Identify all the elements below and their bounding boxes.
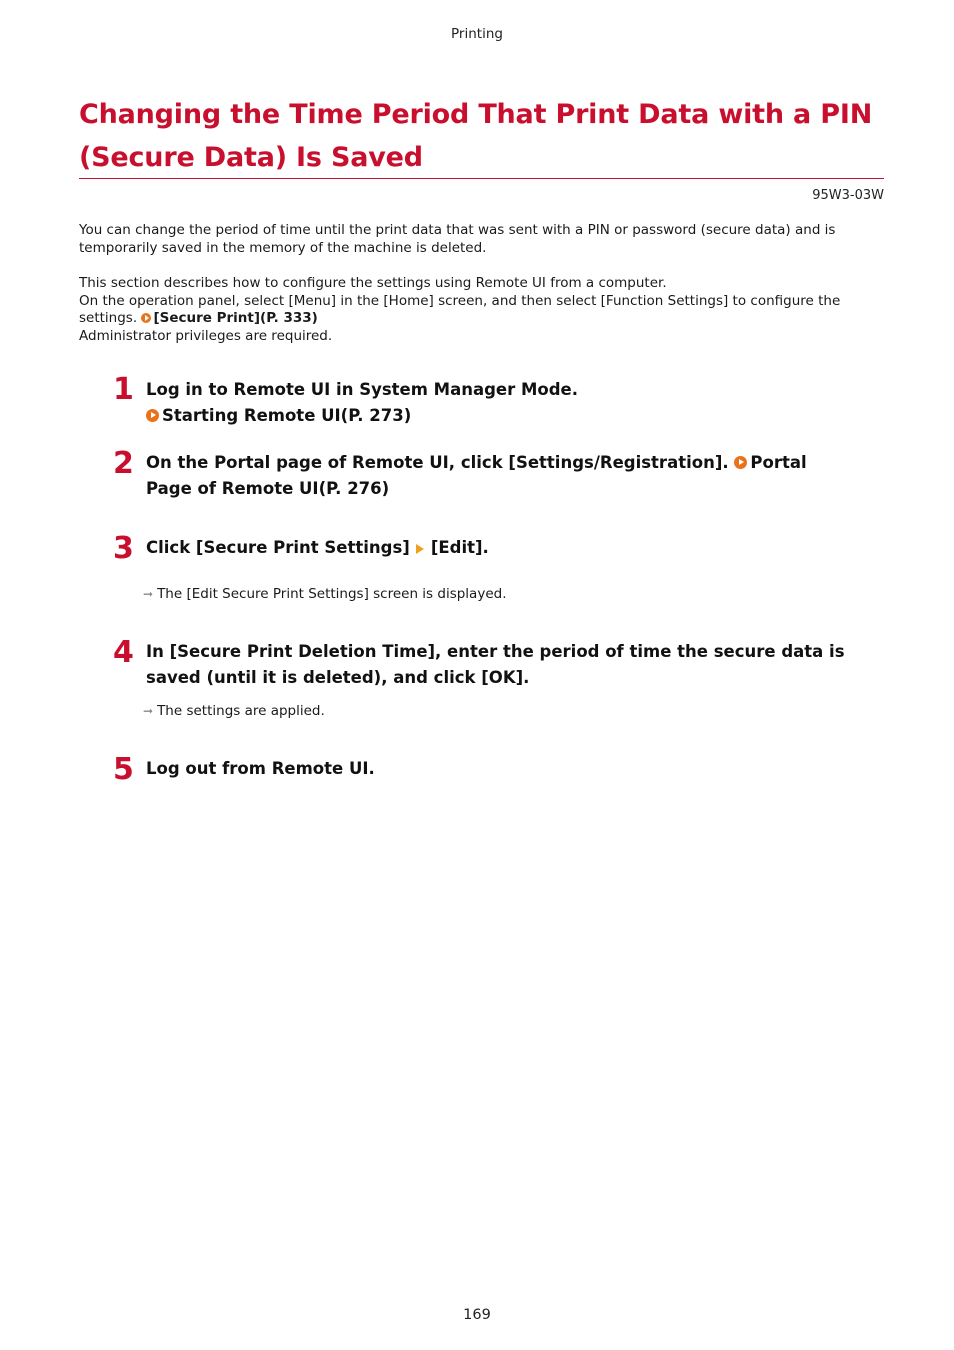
step-number: 3 [113, 531, 134, 566]
starting-remote-ui-link[interactable] [146, 406, 411, 425]
document-id: 95W3-03W [812, 188, 884, 203]
step-text [146, 450, 846, 502]
circle-arrow-right-icon [141, 313, 151, 323]
step-text [146, 535, 846, 561]
result-arrow-icon: ➞ [143, 587, 154, 601]
circle-arrow-right-icon [734, 456, 747, 469]
page-title-line2: (Secure Data) Is Saved [79, 142, 423, 173]
step-number: 1 [113, 372, 134, 407]
step-2-instruction: On the Portal page of Remote UI, click [Settings/Registration]. [146, 453, 729, 472]
page-header-section: Printing [451, 26, 503, 42]
step-text [146, 377, 846, 429]
intro-p2-line2: On the operation panel, select [Menu] in the [Home] screen, and then select [Function Settings] to configure the settings. [79, 292, 841, 326]
step-3-instruction-b: [Edit]. [430, 538, 489, 557]
step-4-result-text: The settings are applied. [157, 703, 325, 719]
step-text: Log out from Remote UI. [146, 759, 375, 778]
step-3-instruction-a: Click [Secure Print Settings] [146, 538, 410, 557]
intro-paragraph-2 [79, 275, 869, 345]
step-text: In [Secure Print Deletion Time], enter the period of time the secure data is saved (until it is deleted), and click [OK]. [146, 642, 845, 687]
secure-print-link[interactable] [141, 310, 317, 326]
portal-page-link-label: Portal Page of Remote UI(P. 276) [146, 453, 807, 498]
page-title-line1: Changing the Time Period That Print Data with a PIN [79, 99, 873, 130]
page-title [79, 93, 884, 179]
step-number: 5 [113, 752, 134, 787]
step-number: 4 [113, 635, 134, 670]
step-number: 2 [113, 446, 134, 481]
step-4-result [143, 703, 325, 719]
circle-arrow-right-icon [146, 409, 159, 422]
result-arrow-icon: ➞ [143, 704, 154, 718]
intro-p2-line3: Administrator privileges are required. [79, 327, 333, 344]
starting-remote-ui-link-label: Starting Remote UI(P. 273) [162, 406, 412, 425]
secure-print-link-label: [Secure Print](P. 333) [153, 310, 318, 326]
step-3-result-text: The [Edit Secure Print Settings] screen is displayed. [157, 586, 507, 602]
page-number: 169 [463, 1307, 491, 1323]
intro-paragraph-1: You can change the period of time until the print data that was sent with a PIN or password (secure data) and is temporarily saved in the memory of the machine is deleted. [79, 222, 836, 256]
step-3-result [143, 586, 507, 602]
step-1-instruction: Log in to Remote UI in System Manager Mode. [146, 380, 579, 399]
title-divider [79, 178, 884, 179]
intro-p2-line1: This section describes how to configure the settings using Remote UI from a computer. [79, 275, 667, 291]
triangle-right-icon [416, 544, 424, 554]
